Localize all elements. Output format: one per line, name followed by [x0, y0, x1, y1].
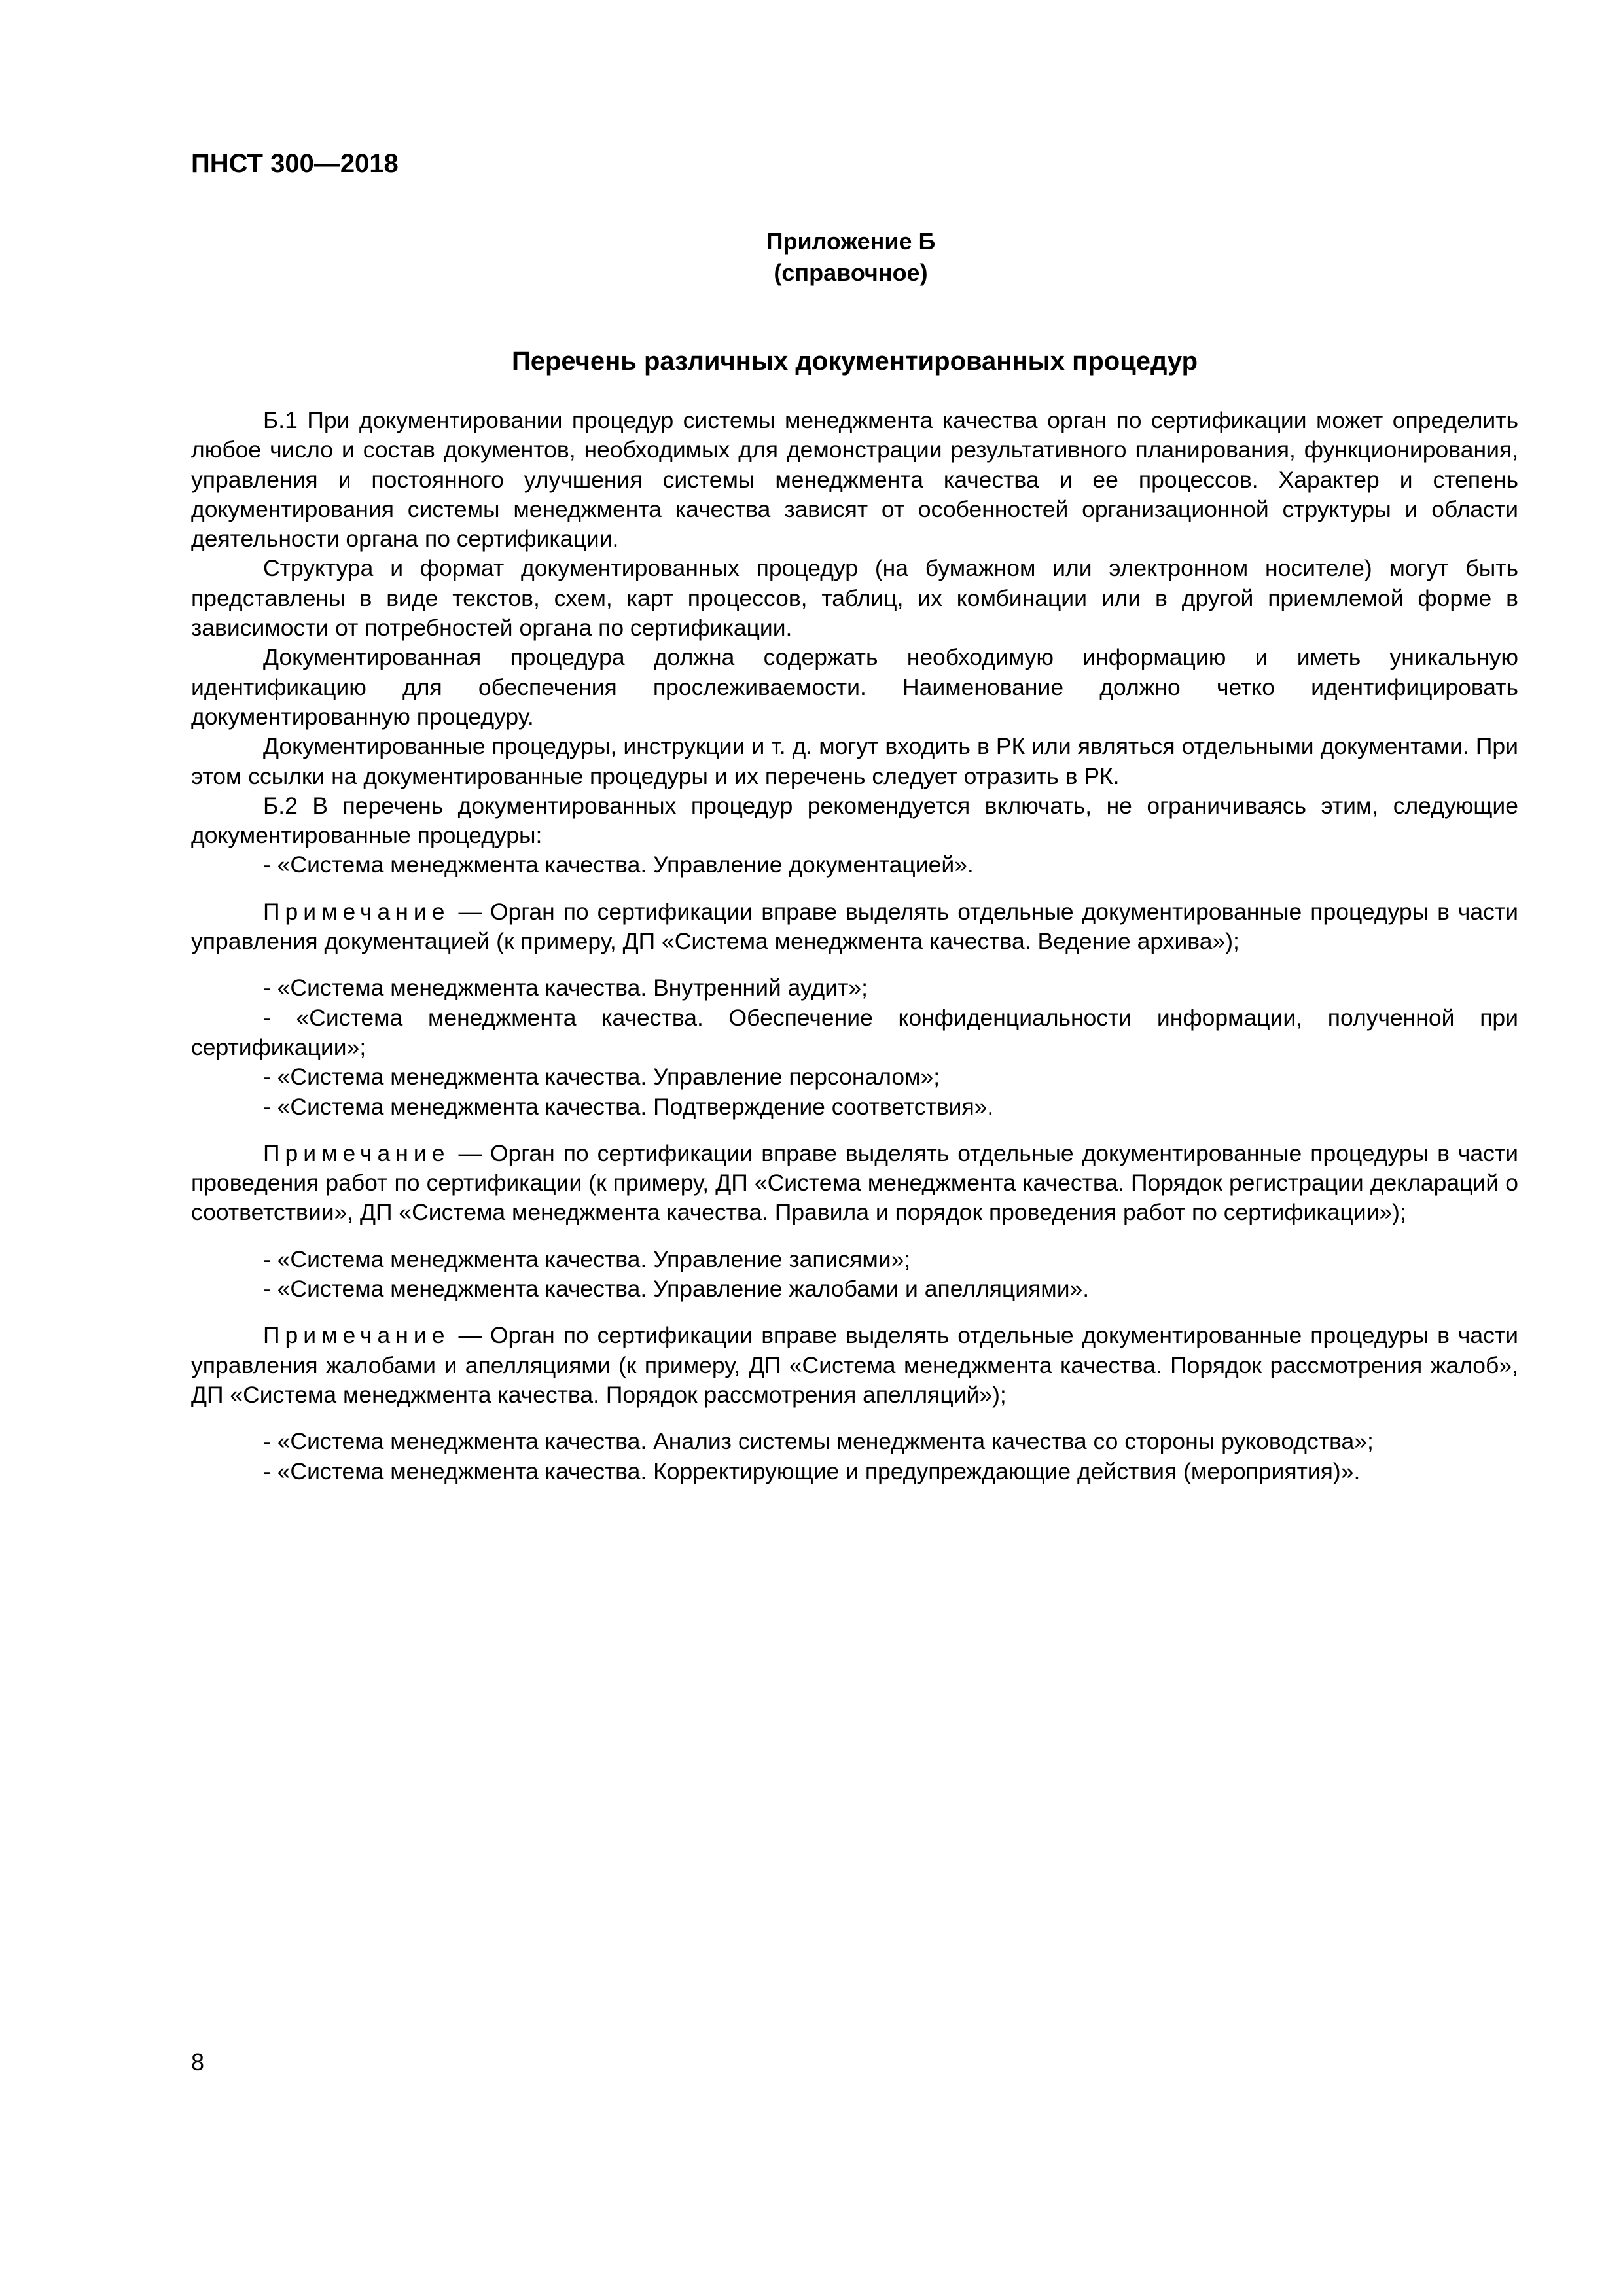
list-item: - «Система менеджмента качества. Управление документацией».	[263, 852, 974, 878]
note-3	[191, 1321, 1518, 1410]
list-item: - «Система менеджмента качества. Подтверждение соответствия».	[263, 1093, 994, 1120]
paragraph-b1: Б.1 При документировании процедур системы менеджмента качества орган по сертификации может определить любое число и состав документов, необходимых для демонстрации результативного планирования, функционирования, управления и постоянного улучшения системы менеджмента качества и ее процессов. Характер и степень документирования системы менеджмента качества зависят от особенностей организационной структуры и области деятельности органа по сертификации.	[191, 407, 1518, 552]
note-label: Примечание	[263, 1139, 450, 1166]
list-item: - «Система менеджмента качества. Обеспечение конфиденциальности информации, полученной при сертификации»;	[191, 1004, 1518, 1060]
appendix-heading	[654, 226, 1047, 289]
document-body	[191, 406, 1518, 1486]
note-text: — Орган по сертификации вправе выделять отдельные документированные процедуры в части управления жалобами и апелляциями (к примеру, ДП «Система менеджмента качества. Порядок рассмотрения жалоб», ДП «Система менеджмента качества. Порядок рассмотрения апелляций»);	[191, 1322, 1518, 1408]
list-item: - «Система менеджмента качества. Управление записями»;	[263, 1246, 911, 1272]
list-item: - «Система менеджмента качества. Внутренний аудит»;	[263, 975, 868, 1001]
paragraph-identification: Документированная процедура должна содержать необходимую информацию и иметь уникальную идентификацию для обеспечения прослеживаемости. Наименование должно четко идентифицировать документированную процедуру.	[191, 644, 1518, 730]
paragraph-references: Документированные процедуры, инструкции и т. д. могут входить в РК или являться отдельными документами. При этом ссылки на документированные процедуры и их перечень следует отразить в РК.	[191, 733, 1518, 789]
appendix-title: Приложение Б	[766, 228, 936, 255]
page-title: Перечень различных документированных процедур	[511, 347, 1198, 376]
paragraph-structure: Структура и формат документированных процедур (на бумажном или электронном носителе) могут быть представлены в виде текстов, схем, карт процессов, таблиц, их комбинации или в другой приемлемой форме в зависимости от потребностей органа по сертификации.	[191, 555, 1518, 641]
list-item: - «Система менеджмента качества. Корректирующие и предупреждающие действия (мероприятия)».	[263, 1458, 1361, 1484]
note-1	[191, 897, 1518, 957]
list-item: - «Система менеджмента качества. Управление жалобами и апелляциями».	[263, 1276, 1090, 1302]
note-text: — Орган по сертификации вправе выделять отдельные документированные процедуры в части управления документацией (к примеру, ДП «Система менеджмента качества. Ведение архива»);	[191, 898, 1518, 955]
list-item: - «Система менеджмента качества. Управление персоналом»;	[263, 1064, 940, 1090]
note-label: Примечание	[263, 1322, 450, 1349]
note-2	[191, 1139, 1518, 1228]
list-item: - «Система менеджмента качества. Анализ системы менеджмента качества со стороны руководства»;	[263, 1428, 1374, 1455]
document-code: ПНСТ 300—2018	[191, 149, 399, 178]
note-label: Примечание	[263, 898, 450, 925]
appendix-subtitle: (справочное)	[774, 259, 928, 286]
paragraph-b2: Б.2 В перечень документированных процедур рекомендуется включать, не ограничиваясь этим, следующие документированные процедуры:	[191, 792, 1518, 849]
note-text: — Орган по сертификации вправе выделять отдельные документированные процедуры в части проведения работ по сертификации (к примеру, ДП «Система менеджмента качества. Порядок регистрации деклараций о соответствии», ДП «Система менеджмента качества. Правила и порядок проведения работ по сертификации»);	[191, 1139, 1518, 1226]
page-number: 8	[191, 2049, 205, 2075]
